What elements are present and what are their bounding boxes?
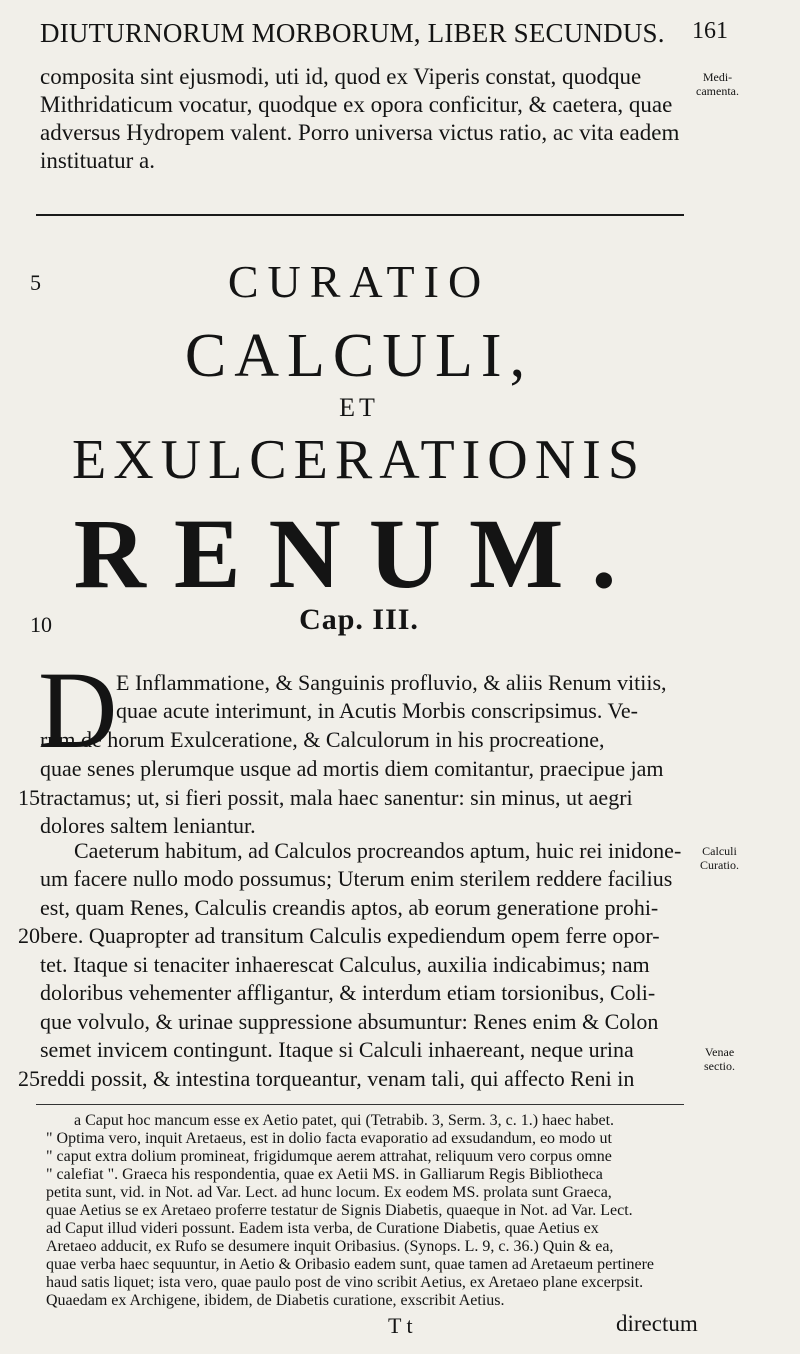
footnote-line: Aretaeo adducit, ex Rufo se desumere inquit Oribasius. (Synops. L. 9, c. 36.) Quin & ea, — [46, 1238, 614, 1255]
drop-cap: D — [38, 649, 118, 771]
body-line: tet. Itaque si tenaciter inhaerescat Calculus, auxilia indicabimus; nam — [40, 952, 650, 977]
running-head: DIUTURNORUM MORBORUM, LIBER SECUNDUS. — [40, 18, 665, 48]
footnote-line: haud satis liquet; ista vero, quae paulo post de vino scribit Aetius, ex Aretaeo plane excerpsit. — [46, 1274, 644, 1291]
line-number: 5 — [30, 270, 41, 295]
line-number: 25 — [18, 1066, 40, 1091]
body-line: quae acute interimunt, in Acutis Morbis conscripsimus. Ve- — [116, 698, 639, 723]
intro-line: adversus Hydropem valent. Porro universa victus ratio, ac vita eadem — [40, 120, 680, 145]
body-line: que volvulo, & urinae suppressione absumuntur: Renes enim & Colon — [40, 1009, 659, 1034]
footnote-line: petita sunt, vid. in Not. ad Var. Lect. ad hunc locum. Ex eodem MS. prolata sunt Graeca, — [46, 1184, 612, 1201]
intro-line: Mithridaticum vocatur, quodque ex opora conficitur, & caetera, quae — [40, 92, 673, 117]
line-number: 15 — [18, 785, 40, 810]
title-et: ET — [339, 393, 379, 422]
title-calculi: CALCULI, — [184, 322, 534, 390]
footnote-line: ad Caput illud videri possunt. Eadem ista verba, de Curatione Diabetis, quae Aetius ex — [46, 1220, 599, 1237]
margin-note-medicamenta: Medi- camenta. — [696, 70, 739, 98]
title-curatio: CURATIO — [227, 256, 491, 307]
intro-line: composita sint ejusmodi, uti id, quod ex Viperis constat, quodque — [40, 64, 642, 89]
body-line: reddi possit, & intestina torqueantur, venam tali, qui affecto Reni in — [40, 1066, 635, 1091]
body-line: E Inflammatione, & Sanguinis profluvio, & aliis Renum vitiis, — [116, 670, 667, 695]
footnote-line: Quaedam ex Archigene, ibidem, de Diabetis curatione, exscribit Aetius. — [46, 1292, 505, 1309]
body-line: Caeterum habitum, ad Calculos procreandos aptum, huic rei inidone- — [74, 838, 682, 863]
line-number: 20 — [18, 923, 40, 948]
chapter-heading: Cap. III. — [299, 603, 419, 636]
footnote-divider — [36, 1104, 684, 1105]
body-line: est, quam Renes, Calculis creandis aptos, ab eorum generatione prohi- — [40, 895, 659, 920]
body-line: doloribus vehementer affligantur, & interdum etiam torsionibus, Coli- — [40, 980, 656, 1005]
page-number: 161 — [692, 18, 728, 44]
margin-note-venae-sectio: Venae sectio. — [704, 1045, 735, 1073]
body-line: bere. Quapropter ad transitum Calculis expediendum opem ferre opor- — [40, 923, 660, 948]
line-number: 10 — [30, 612, 52, 637]
footnote-line: quae Aetius se ex Aretaeo proferre testatur de Signis Diabetis, quaeque in Not. ad Var. Lect. — [46, 1202, 633, 1219]
body-line: semet invicem contingunt. Itaque si Calculi inhaereant, neque urina — [40, 1037, 634, 1062]
body-line: quae senes plerumque usque ad mortis diem comitantur, praecipue jam — [40, 756, 664, 781]
catchword: directum — [616, 1311, 698, 1336]
title-exulcerationis: EXULCERATIONIS — [72, 429, 646, 491]
footnote-line: " Optima vero, inquit Aretaeus, est in dolio facta evaporatio ad exsudandum, eo modo ut — [46, 1130, 612, 1147]
body-line: dolores saltem leniantur. — [40, 813, 256, 838]
margin-note-calculi-curatio: Calculi Curatio. — [700, 844, 739, 872]
body-line: um facere nullo modo possumus; Uterum enim sterilem reddere facilius — [40, 866, 673, 891]
intro-line: instituatur a. — [40, 148, 155, 173]
footnote-line: " caput extra dolium promineat, frigidumque aerem attrahat, reliquum vero corpus omne — [46, 1148, 612, 1165]
footnote-line: quae verba haec sequuntur, in Aetio & Oribasio eadem sunt, quae tamen ad Aretaeum pertinere — [46, 1256, 655, 1273]
body-line: rum de horum Exulceratione, & Calculorum in his procreatione, — [40, 727, 605, 752]
body-line: tractamus; ut, si fieri possit, mala haec sanentur: sin minus, ut aegri — [40, 785, 633, 810]
title-renum: RENUM. — [73, 498, 645, 609]
section-divider — [36, 214, 684, 216]
footnote-line: a Caput hoc mancum esse ex Aetio patet, qui (Tetrabib. 3, Serm. 3, c. 1.) haec habet. — [74, 1112, 615, 1129]
footnote-line: " calefiat ". Graeca his respondentia, quae ex Aetii MS. in Galliarum Regis Bibliotheca — [46, 1166, 603, 1183]
signature-mark: T t — [388, 1313, 413, 1338]
